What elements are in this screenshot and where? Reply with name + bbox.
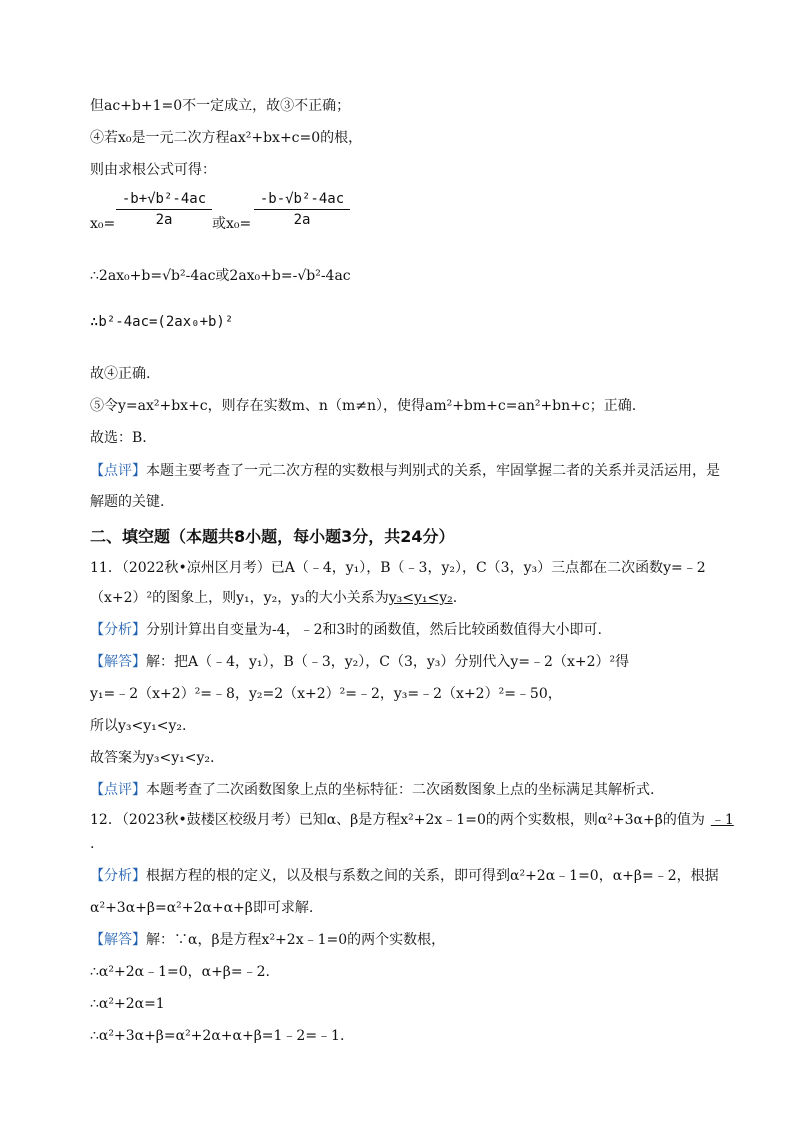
fraction-numerator: -b+√b²-4ac <box>121 191 207 207</box>
text-line: ⑤令y=ax²+bx+c，则存在实数m、n（m≠n），使得am²+bm+c=an²+bn+c；正确. <box>90 398 637 414</box>
review-tag: 【点评】 <box>90 782 146 798</box>
fraction-denominator: 2a <box>155 212 173 228</box>
answer-blank: y₃<y₁<y₂ <box>388 590 453 606</box>
solution-tag: 【解答】 <box>90 932 146 948</box>
question-stem: （2023秋•鼓楼区校级月考）已知α、β是方程x²+2x﹣1=0的两个实数根，则α²+3α+β的值为 <box>121 812 705 828</box>
solution-line <box>90 930 445 950</box>
fraction-root-plus <box>116 189 212 230</box>
analysis-text: 分别计算出自变量为-4，﹣2和3时的函数值，然后比较函数值得大小即可. <box>146 622 602 638</box>
fraction-denominator: 2a <box>293 212 311 228</box>
analysis-line <box>90 866 719 886</box>
question-11-line-1 <box>90 558 706 578</box>
answer-line: 故选：B. <box>90 430 147 446</box>
review-text: 本题主要考查了一元二次方程的实数根与判别式的关系，牢固掌握二者的关系并灵活运用，是 <box>146 463 720 479</box>
fraction-numerator: -b-√b²-4ac <box>259 191 345 207</box>
review-line <box>90 780 654 800</box>
question-stem: （2022秋•凉州区月考）已A（﹣4，y₁），B（﹣3，y₂），C（3，y₃）三点都在二次函数y=﹣2 <box>121 560 706 576</box>
solution-line: ∴α²+2α﹣1=0，α+β=﹣2. <box>90 964 270 980</box>
solution-line: 所以y₃<y₁<y₂. <box>90 718 187 734</box>
text-line: 则由求根公式可得： <box>90 162 216 178</box>
solution-tag: 【解答】 <box>90 654 146 670</box>
review-text: 本题考查了二次函数图象上点的坐标特征：二次函数图象上点的坐标满足其解析式. <box>146 782 655 798</box>
review-tag: 【点评】 <box>90 463 146 479</box>
solution-text: 解：把A（﹣4，y₁），B（﹣3，y₂），C（3，y₃）分别代入y=﹣2（x+2）²得 <box>146 654 630 670</box>
solution-line: ∴α²+2α=1 <box>90 996 165 1012</box>
solution-line: y₁=﹣2（x+2）²=﹣8，y₂=2（x+2）²=﹣2，y₃=﹣2（x+2）²=﹣50， <box>90 686 562 702</box>
or-x0-label: 或x₀= <box>212 216 252 232</box>
analysis-tag: 【分析】 <box>90 622 146 638</box>
analysis-line: α²+3α+β=α²+2α+α+β即可求解. <box>90 900 314 916</box>
solution-line: ∴α²+3α+β=α²+2α+α+β=1﹣2=﹣1. <box>90 1028 345 1044</box>
analysis-line <box>90 620 602 640</box>
analysis-tag: 【分析】 <box>90 868 146 884</box>
therefore-line-1: ∴2ax₀+b=√b²-4ac或2ax₀+b=-√b²-4ac <box>90 268 351 284</box>
text-line: 解题的关键. <box>90 494 165 510</box>
x0-label: x₀= <box>90 216 116 232</box>
answer-blank: ﹣1 <box>710 812 734 828</box>
fraction-root-minus <box>254 189 350 230</box>
text-line: 但ac+b+1=0不一定成立，故③不正确； <box>90 98 351 114</box>
question-11-line-2 <box>90 588 457 608</box>
period: . <box>452 590 458 606</box>
text-line: ④若x₀是一元二次方程ax²+bx+c=0的根， <box>90 130 363 146</box>
analysis-text: 根据方程的根的定义，以及根与系数之间的关系，即可得到α²+2α﹣1=0，α+β=﹣2，根据 <box>146 868 719 884</box>
question-number: 11． <box>90 560 122 576</box>
section-title: 二、填空题（本题共8小题，每小题3分，共24分） <box>90 527 455 546</box>
solution-line <box>90 652 629 672</box>
period: . <box>90 836 95 852</box>
solution-text: 解：∵α，β是方程x²+2x﹣1=0的两个实数根， <box>146 932 446 948</box>
question-12-line-1 <box>90 810 734 830</box>
text-line: 故④正确. <box>90 366 151 382</box>
question-stem-cont: （x+2）²的图象上，则y₁，y₂，y₃的大小关系为 <box>90 590 389 606</box>
solution-line: 故答案为y₃<y₁<y₂. <box>90 750 215 766</box>
therefore-line-2: ∴b²-4ac=(2ax₀+b)² <box>90 314 234 330</box>
question-number: 12． <box>90 812 122 828</box>
review-line <box>90 461 720 481</box>
